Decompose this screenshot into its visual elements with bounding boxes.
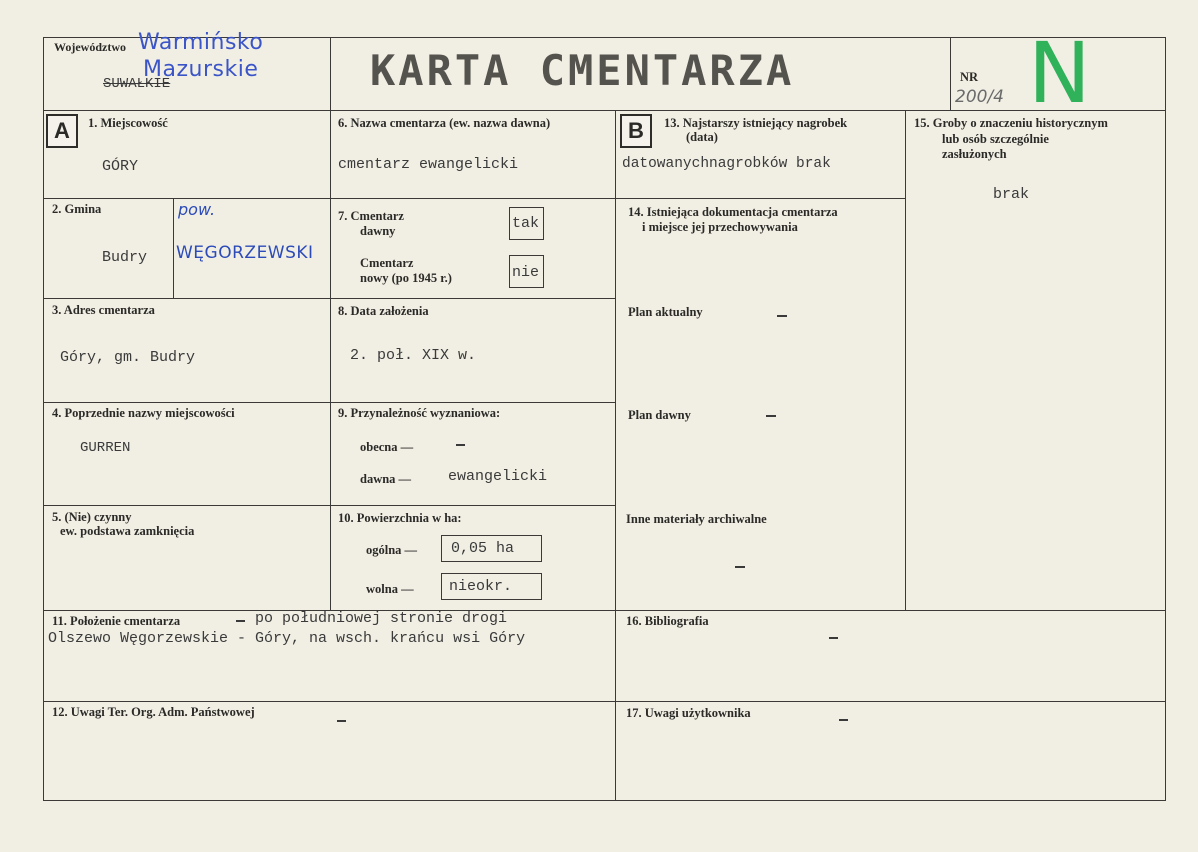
- rule: [43, 402, 615, 403]
- card-title: KARTA CMENTARZA: [370, 46, 795, 95]
- field-15-label-line2: lub osób szczególnie: [942, 132, 1049, 146]
- voivodeship-typed-value: SUWAŁKIE: [103, 76, 171, 92]
- field-11-value-line1: po południowej stronie drogi: [255, 610, 508, 627]
- other-materials-dash: [735, 566, 745, 568]
- field-13-value: datowanychnagrobków brak: [622, 156, 831, 172]
- plan-former-dash: [766, 415, 776, 417]
- field-17-dash: [839, 719, 848, 721]
- rule: [615, 110, 616, 801]
- field-16-label: 16. Bibliografia: [626, 614, 709, 628]
- field-7-new-label-line2: nowy (po 1945 r.): [360, 271, 452, 285]
- field-5-label-line1: 5. (Nie) czynny: [52, 510, 132, 524]
- rule: [43, 298, 615, 299]
- plan-current-dash: [777, 315, 787, 317]
- field-12-dash: [337, 720, 346, 722]
- nr-handwritten-value: 200/4: [955, 87, 1004, 107]
- field-13-label-line2: (data): [686, 130, 718, 144]
- field-10-total-value: 0,05 ha: [451, 540, 515, 557]
- field-11-label: 11. Położenie cmentarza: [52, 614, 181, 628]
- field-7-old-value: tak: [512, 215, 540, 232]
- field-9-former-value: ewangelicki: [448, 468, 548, 485]
- field-3-value: Góry, gm. Budry: [60, 349, 196, 366]
- voivodeship-label: Województwo: [54, 40, 126, 54]
- field-6-value: cmentarz ewangelicki: [338, 156, 519, 173]
- field-6-label: 6. Nazwa cmentarza (ew. nazwa dawna): [338, 116, 551, 130]
- field-1-label: 1. Miejscowość: [88, 116, 168, 130]
- field-15-label-line3: zasłużonych: [942, 147, 1007, 161]
- nr-letter-marker: N: [1028, 24, 1091, 122]
- rule: [43, 610, 1166, 611]
- rule: [173, 198, 174, 298]
- field-13-label-line1: 13. Najstarszy istniejący nagrobek: [664, 116, 848, 130]
- field-7-new-value: nie: [512, 264, 540, 281]
- other-materials-label: Inne materiały archiwalne: [626, 512, 767, 526]
- field-17-label: 17. Uwagi użytkownika: [626, 706, 751, 720]
- field-15-value: brak: [993, 186, 1030, 203]
- rule: [905, 110, 906, 610]
- field-9-current-dash: [456, 444, 465, 446]
- field-10-total-label: ogólna —: [366, 543, 418, 557]
- voivodeship-stamp-line1: Warmińsko: [138, 30, 264, 55]
- field-9-label: 9. Przynależność wyznaniowa:: [338, 406, 501, 420]
- field-3-label: 3. Adres cmentarza: [52, 303, 155, 317]
- field-2-handwritten-pow: pow.: [178, 200, 216, 219]
- field-10-label: 10. Powierzchnia w ha:: [338, 511, 462, 525]
- field-12-label: 12. Uwagi Ter. Org. Adm. Państwowej: [52, 705, 255, 719]
- field-4-label: 4. Poprzednie nazwy miejscowości: [52, 406, 235, 420]
- field-7-new-label-line1: Cmentarz: [360, 256, 414, 270]
- field-2-handwritten-county: WĘGORZEWSKI: [176, 243, 314, 263]
- voivodeship-stamp-line2: Mazurskie: [143, 57, 259, 82]
- section-a-marker: A: [46, 114, 78, 148]
- field-15-label-line1: 15. Groby o znaczeniu historycznym: [914, 116, 1108, 130]
- nr-label: NR: [960, 70, 979, 84]
- field-9-current-label: obecna —: [360, 440, 414, 454]
- field-2-label: 2. Gmina: [52, 202, 102, 216]
- field-9-former-label: dawna —: [360, 472, 412, 486]
- field-7-label-line1: 7. Cmentarz: [338, 209, 404, 223]
- rule: [43, 505, 615, 506]
- field-8-value: 2. poł. XIX w.: [350, 347, 477, 364]
- rule: [950, 37, 951, 110]
- field-5-label-line2: ew. podstawa zamknięcia: [60, 524, 195, 538]
- plan-former-label: Plan dawny: [628, 408, 691, 422]
- section-b-marker: B: [620, 114, 652, 148]
- rule: [43, 701, 1166, 702]
- field-10-free-value: nieokr.: [449, 578, 513, 595]
- field-10-free-label: wolna —: [366, 582, 414, 596]
- rule: [330, 37, 331, 610]
- field-4-value: GURREN: [80, 440, 131, 456]
- field-7-label-line2: dawny: [360, 224, 396, 238]
- field-1-value: GÓRY: [102, 158, 139, 175]
- field-14-label-line1: 14. Istniejąca dokumentacja cmentarza: [628, 205, 838, 219]
- field-8-label: 8. Data założenia: [338, 304, 429, 318]
- field-2-value: Budry: [102, 249, 148, 266]
- rule: [43, 110, 1166, 111]
- field-14-label-line2: i miejsce jej przechowywania: [642, 220, 798, 234]
- field-11-value-line2: Olszewo Węgorzewskie - Góry, na wsch. krańcu wsi Góry: [48, 630, 526, 647]
- field-11-dash: [236, 620, 245, 622]
- field-16-dash: [829, 637, 838, 639]
- plan-current-label: Plan aktualny: [628, 305, 703, 319]
